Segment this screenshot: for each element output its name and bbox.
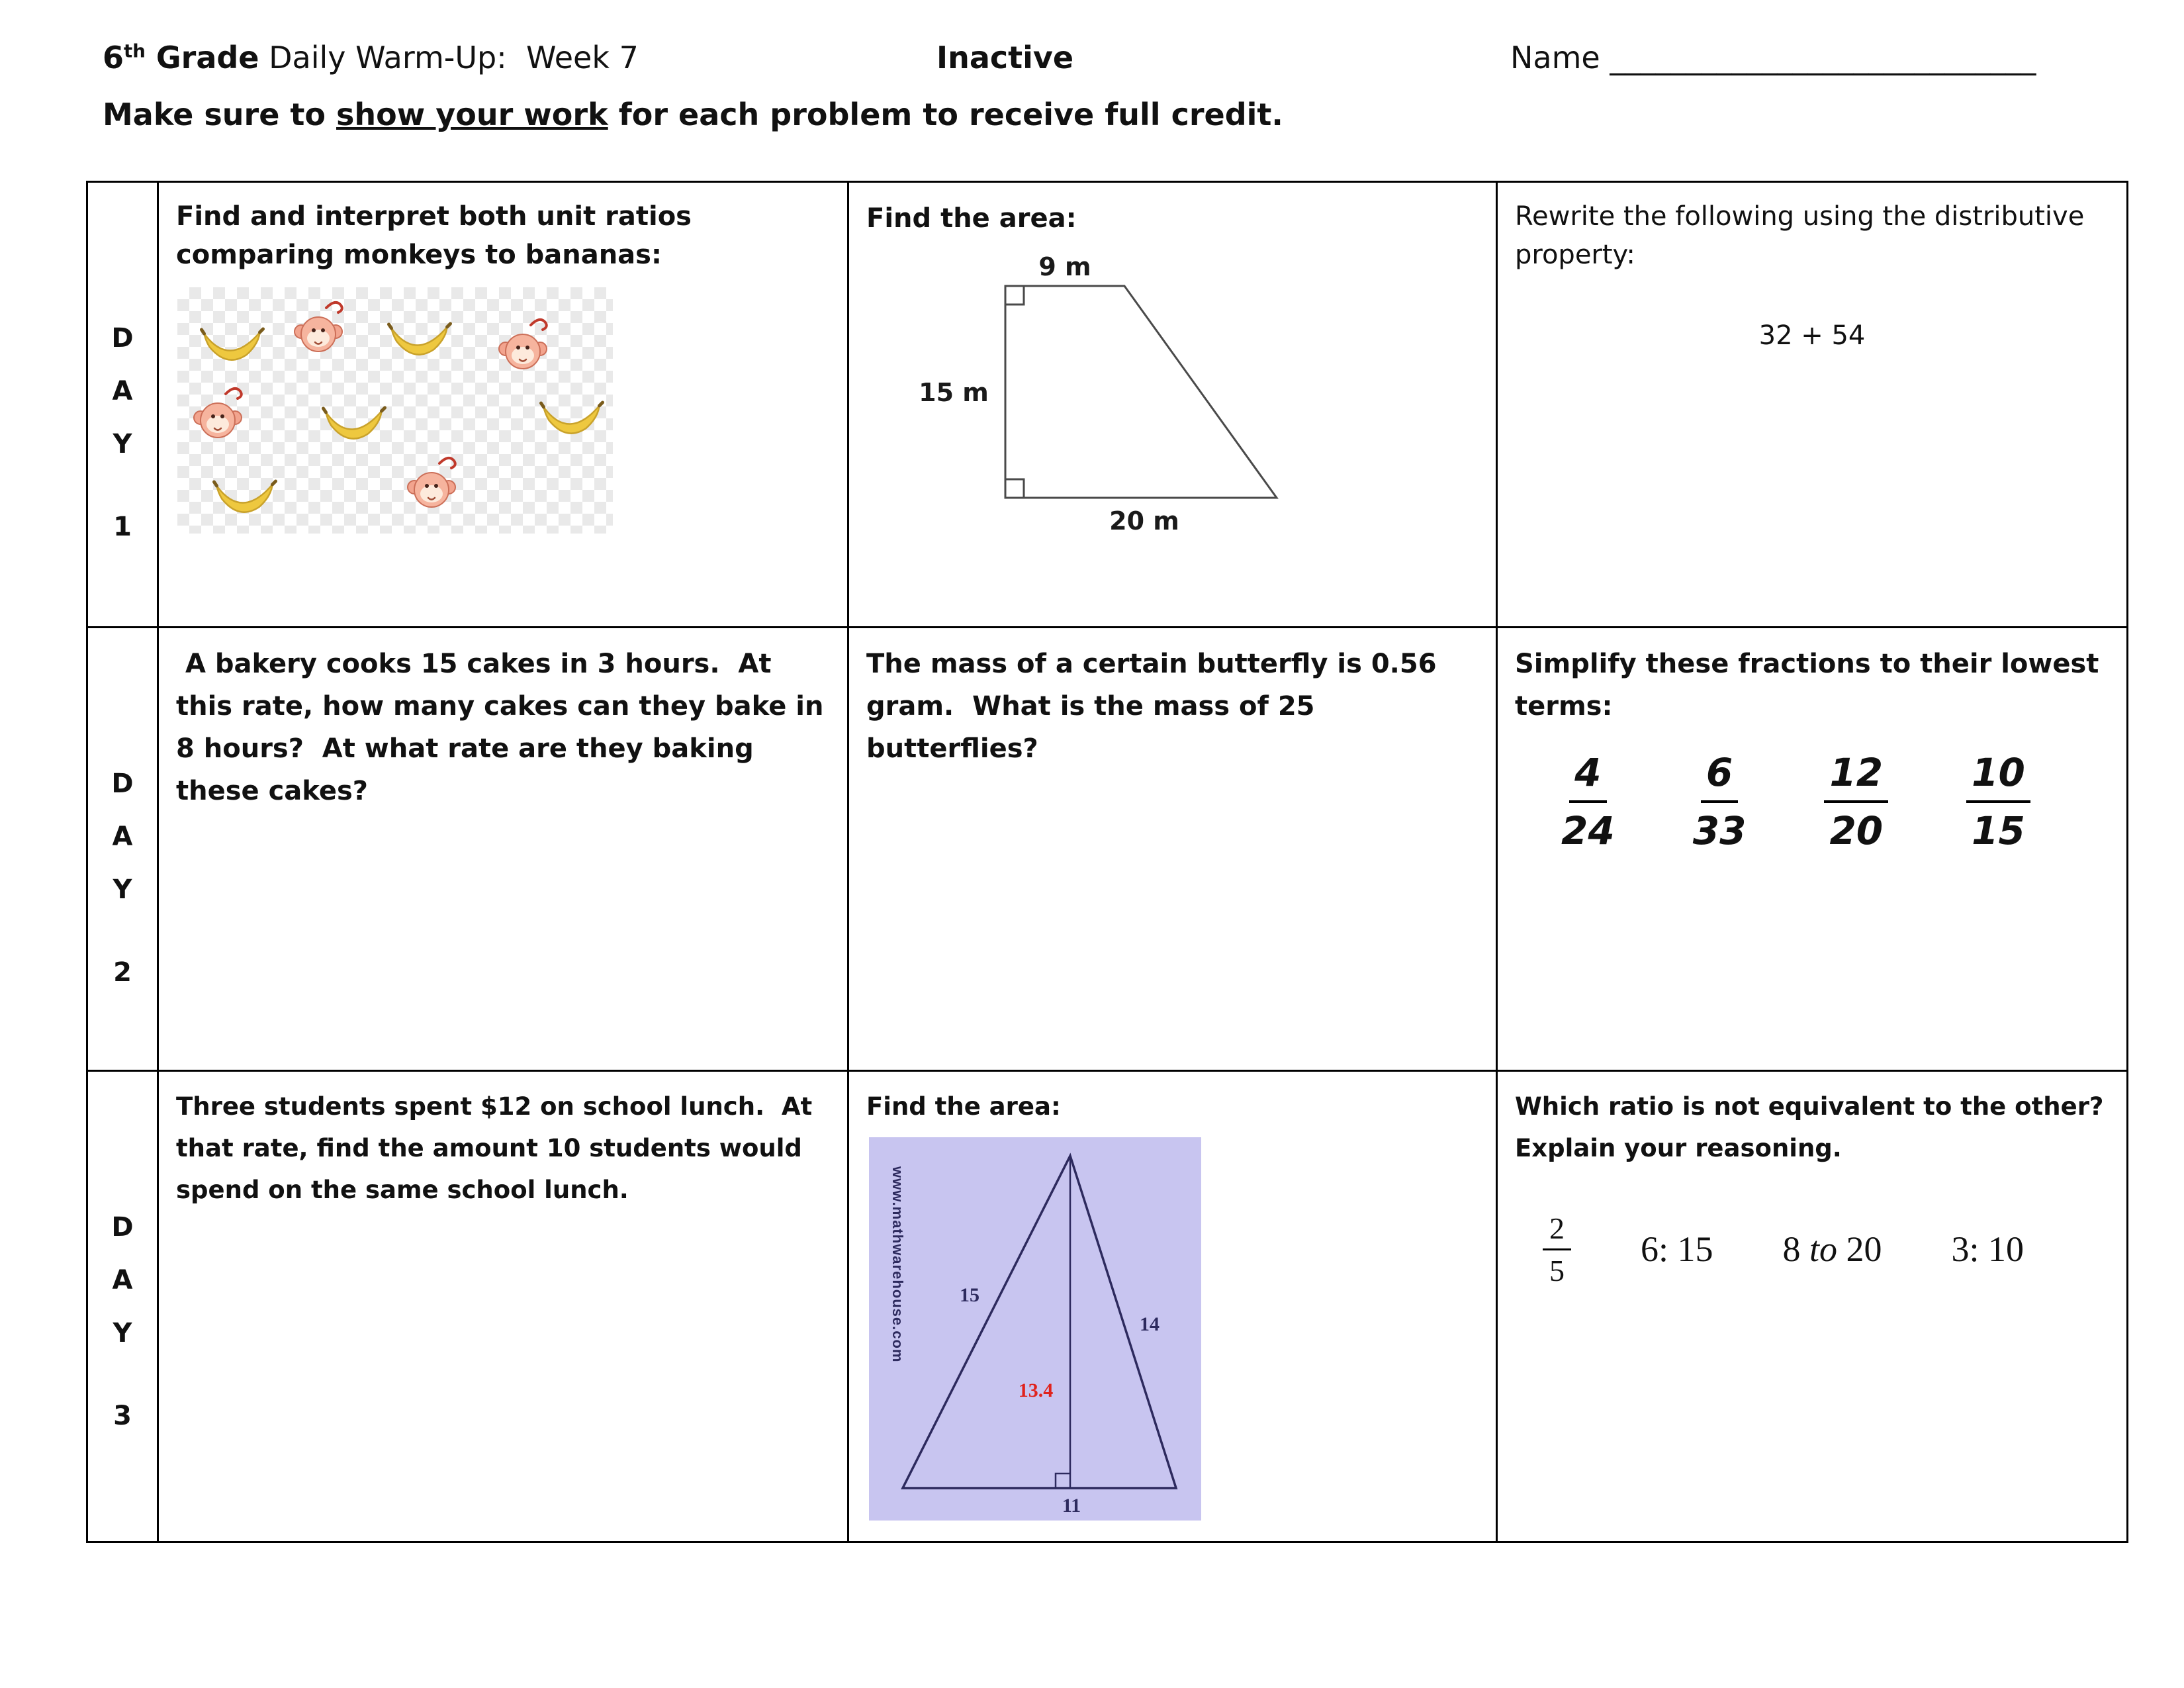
- left-side-label: 15 m: [919, 378, 989, 407]
- trapezoid-shape: [1005, 286, 1277, 498]
- fraction-denominator: 20: [1829, 808, 1884, 853]
- day1-problem-distributive: [1498, 183, 2126, 628]
- fraction-denominator: 33: [1692, 808, 1747, 853]
- right-side-label: 14: [1140, 1313, 1160, 1335]
- ratio-word-to: to: [1809, 1229, 1838, 1270]
- day-letter: Y: [113, 429, 132, 459]
- fraction-numerator: 6: [1701, 750, 1738, 803]
- fraction-numerator: 12: [1824, 750, 1888, 803]
- day-number: 2: [113, 957, 132, 988]
- fraction-numerator: 4: [1569, 750, 1606, 803]
- day-letter: A: [112, 376, 133, 406]
- ratio-options-row: [1515, 1211, 2109, 1288]
- problem-prompt: Simplify these fractions to their lowest terms:: [1515, 649, 2109, 722]
- triangle-figure: [869, 1137, 1201, 1521]
- day-letter: A: [112, 821, 133, 852]
- problem-prompt: Find the area:: [866, 203, 1077, 234]
- instruction-pre: Make sure to: [103, 97, 337, 132]
- grade-word: Grade: [145, 40, 259, 75]
- worksheet-table: [86, 181, 2128, 1543]
- day-number: 1: [113, 512, 132, 542]
- height-label: 13.4: [1018, 1379, 1054, 1401]
- fractions-row: [1515, 750, 2109, 853]
- fraction-denominator: 24: [1561, 808, 1615, 853]
- day-1-label: [88, 183, 159, 628]
- expression: 32 + 54: [1758, 320, 1866, 351]
- day-3-label: [88, 1072, 159, 1541]
- ratio-option: 6: 15: [1641, 1229, 1713, 1270]
- day-letter: A: [112, 1265, 133, 1295]
- name-field: [1510, 40, 2036, 75]
- ratio-option: [1783, 1229, 1882, 1270]
- monkey-banana-figure: [177, 287, 613, 534]
- day1-problem-trapezoid-area: [849, 183, 1498, 628]
- problem-prompt: The mass of a certain butterfly is 0.56 gram. What is the mass of 25 butterflies?: [866, 649, 1446, 764]
- day1-problem-unit-ratios: [159, 183, 849, 628]
- instruction-post: for each problem to receive full credit.: [608, 97, 1283, 132]
- left-side-label: 15: [960, 1284, 979, 1306]
- fraction-numerator: 2: [1543, 1211, 1571, 1250]
- monkey-icon: [400, 450, 466, 516]
- monkey-icon: [491, 312, 557, 378]
- name-blank-line[interactable]: ____________________________: [1610, 40, 2036, 75]
- base-label: 11: [1062, 1494, 1081, 1517]
- monkey-icon: [186, 381, 252, 447]
- trapezoid-figure: [906, 246, 1409, 538]
- day2-problem-butterfly-mass: [849, 628, 1498, 1072]
- banana-icon: [378, 302, 461, 368]
- title-rest: Daily Warm-Up: Week 7: [259, 40, 639, 75]
- grade-ordinal: th: [124, 40, 146, 62]
- fraction: [1966, 750, 2030, 853]
- problem-prompt: Find the area:: [866, 1092, 1061, 1121]
- grade-number: 6: [103, 40, 124, 75]
- day-letter: D: [111, 1212, 134, 1243]
- right-angle-mark-top: [1005, 286, 1024, 305]
- day3-problem-school-lunch: [159, 1072, 849, 1541]
- page-title: [103, 40, 639, 75]
- fraction-numerator: 10: [1966, 750, 2030, 803]
- banana-icon: [191, 307, 273, 373]
- day-letter: D: [111, 323, 134, 353]
- top-side-label: 9 m: [1038, 252, 1091, 281]
- name-label: Name: [1510, 40, 1610, 75]
- fraction: [1561, 750, 1615, 853]
- problem-prompt-line1: Which ratio is not equivalent to the other?: [1515, 1092, 2104, 1121]
- ratio-part: 20: [1837, 1229, 1882, 1270]
- day2-problem-simplify-fractions: [1498, 628, 2126, 1072]
- day-2-label: [88, 628, 159, 1072]
- day-letter: Y: [113, 874, 132, 905]
- right-angle-mark-bottom: [1005, 479, 1024, 498]
- day3-problem-triangle-area: [849, 1072, 1498, 1541]
- instruction-underlined: show your work: [336, 97, 608, 132]
- problem-prompt: Rewrite the following using the distributive property:: [1515, 201, 2093, 270]
- day-number: 3: [113, 1401, 132, 1431]
- fraction: [1824, 750, 1888, 853]
- problem-prompt-line2: Explain your reasoning.: [1515, 1133, 1842, 1162]
- fraction-denominator: 5: [1549, 1253, 1565, 1288]
- instructions: [103, 97, 1283, 132]
- problem-prompt: Three students spent $12 on school lunch. At that rate, find the amount 10 students would spend on the same school lunch.: [176, 1092, 821, 1204]
- banana-icon: [312, 386, 395, 452]
- problem-prompt: Find and interpret both unit ratios comparing monkeys to bananas:: [176, 201, 701, 270]
- bottom-side-label: 20 m: [1109, 506, 1179, 536]
- day2-problem-bakery-rate: [159, 628, 849, 1072]
- ratio-part: 8: [1782, 1229, 1810, 1270]
- watermark-text: www.mathwarehouse.com: [889, 1166, 906, 1363]
- status-label: Inactive: [936, 40, 1074, 75]
- banana-icon: [530, 381, 613, 447]
- day-letter: D: [111, 769, 134, 799]
- fraction: [1693, 750, 1747, 853]
- day3-problem-equivalent-ratios: [1498, 1072, 2126, 1541]
- ratio-fraction: [1543, 1211, 1571, 1288]
- problem-prompt: A bakery cooks 15 cakes in 3 hours. At this rate, how many cakes can they bake in 8 hours? At what rate are they baking these cakes?: [176, 649, 833, 806]
- monkey-icon: [287, 295, 353, 361]
- fraction-denominator: 15: [1972, 808, 2025, 853]
- banana-icon: [203, 459, 286, 526]
- day-letter: Y: [113, 1318, 132, 1348]
- ratio-option: 3: 10: [1951, 1229, 2025, 1270]
